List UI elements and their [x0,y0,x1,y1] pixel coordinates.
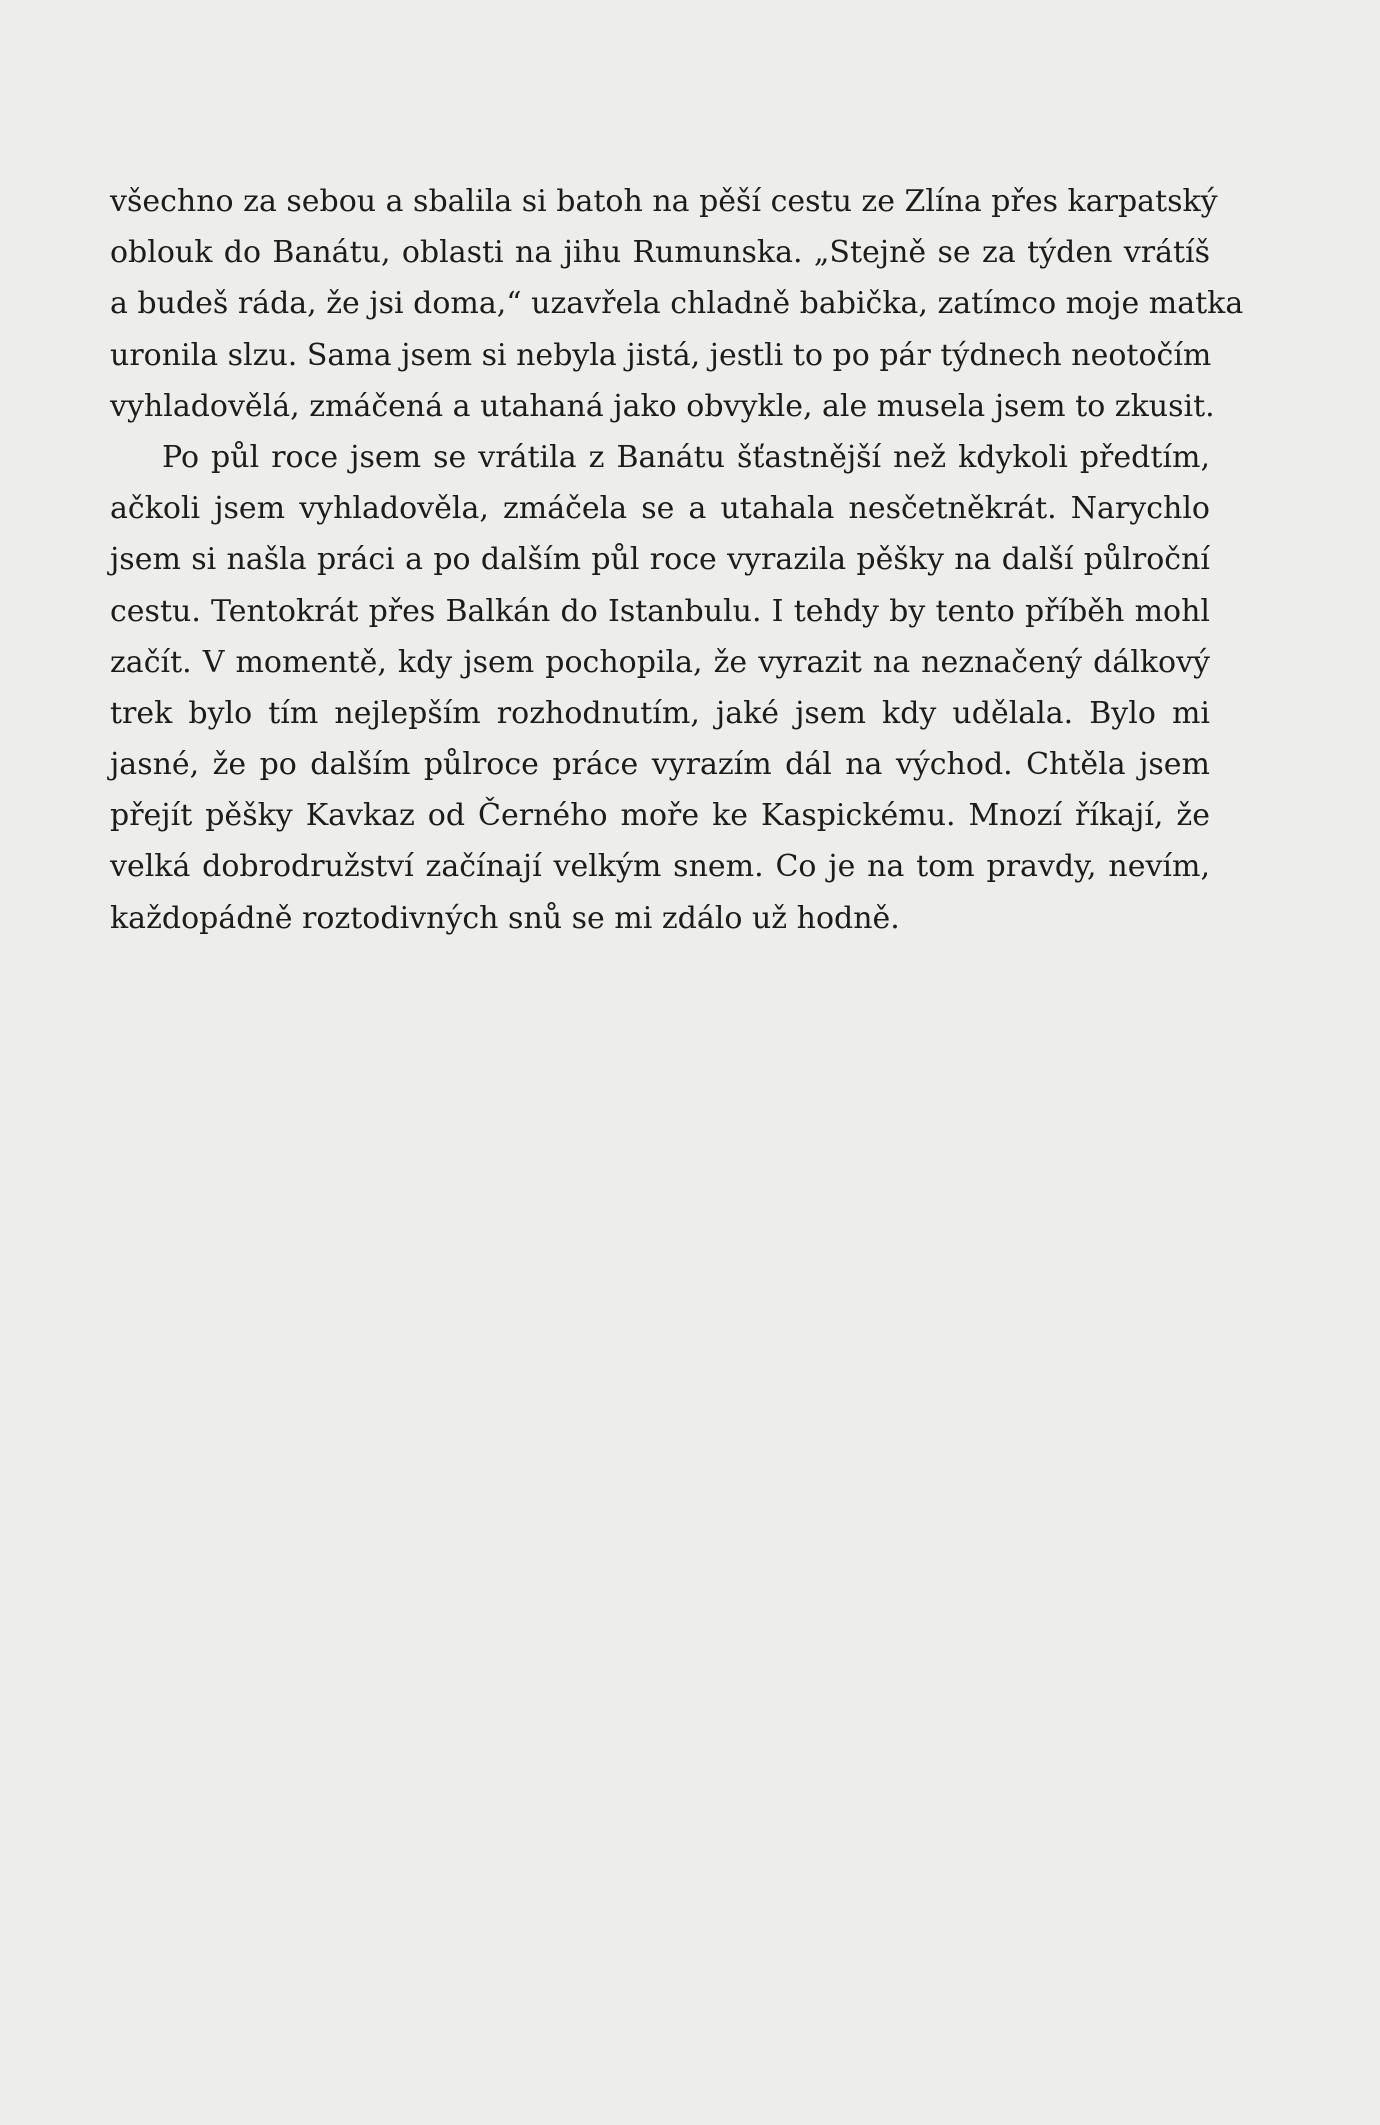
text-line: jsem si našla práci a po dalším půl roce vyrazila pěšky na další půlroční [110,542,1210,578]
text-line: přejít pěšky Kavkaz od Černého moře ke Kaspickému. Mnozí říkají, že [110,798,1210,834]
text-line: oblouk do Banátu, oblasti na jihu Rumunska. „Stejně se za týden vrátíš [110,235,1210,271]
text-line: všechno za sebou a sbalila si batoh na pěší cestu ze Zlína přes karpatský [110,184,1218,219]
text-line: ačkoli jsem vyhladověla, zmáčela se a utahala nesčetněkrát. Narychlo [110,491,1210,527]
text-line: cestu. Tentokrát přes Balkán do Istanbulu. I tehdy by tento příběh mohl [110,593,1210,629]
text-line: vyhladovělá, zmáčená a utahaná jako obvykle, ale musela jsem to zkusit. [110,388,1215,424]
text-line: každopádně roztodivných snů se mi zdálo už hodně. [110,900,900,936]
text-line: začít. V momentě, kdy jsem pochopila, že vyrazit na neznačený dálkový [110,644,1210,680]
text-line: Po půl roce jsem se vrátila z Banátu šťastnější než kdykoli předtím, [162,439,1210,475]
text-line: velká dobrodružství začínají velkým snem. Co je na tom pravdy, nevím, [110,849,1210,885]
paragraph-1 [110,176,1244,432]
body-text [110,176,1244,944]
text-line: jasné, že po dalším půlroce práce vyrazím dál na východ. Chtěla jsem [110,747,1210,783]
text-line: a budeš ráda, že jsi doma,“ uzavřela chladně babička, zatímco moje matka [110,286,1244,322]
text-line: trek bylo tím nejlepším rozhodnutím, jaké jsem kdy udělala. Bylo mi [110,695,1210,731]
paragraph-2 [110,432,1210,944]
text-line: uronila slzu. Sama jsem si nebyla jistá, jestli to po pár týdnech neotočím [110,337,1212,373]
